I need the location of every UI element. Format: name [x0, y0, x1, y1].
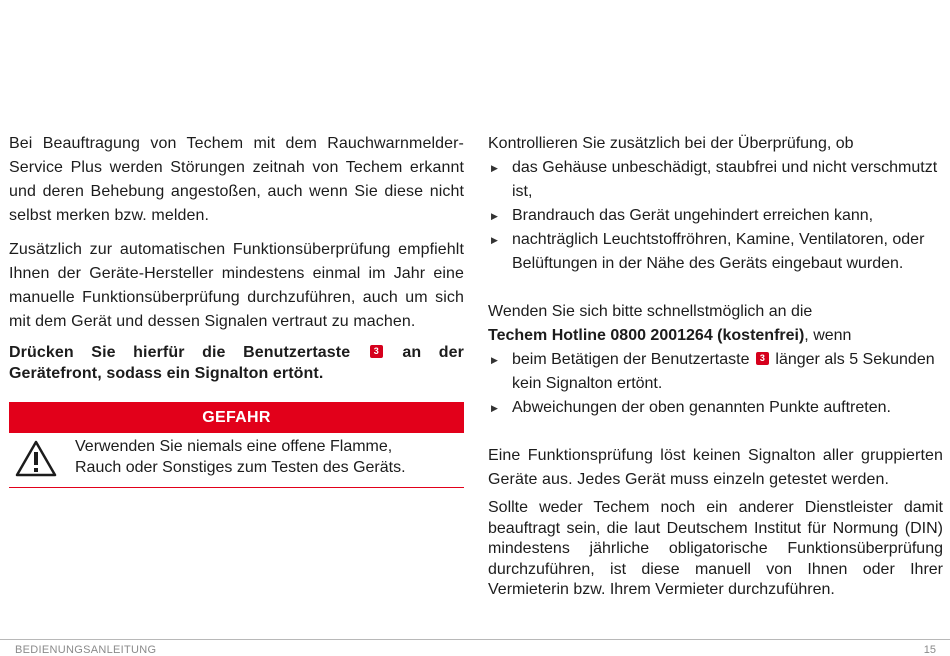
warning-triangle-icon — [15, 440, 57, 478]
footer-title: BEDIENUNGSANLEITUNG — [15, 644, 157, 656]
bullet-icon: ▶ — [491, 403, 498, 413]
check-section — [488, 132, 943, 276]
bullet-icon: ▶ — [491, 163, 498, 173]
bullet-icon: ▶ — [491, 235, 498, 245]
footer-divider — [0, 639, 950, 640]
check-intro: Kontrollieren Sie zusätzlich bei der Überprüfung, ob — [488, 135, 854, 152]
list-item: ▶ beim Betätigen der Benutzertaste 3 länger als 5 Sekunden kein Signalton ertönt. — [488, 348, 943, 396]
paragraph-din: Sollte weder Techem noch ein anderer Dienstleister damit beauftragt sein, die laut Deutschem Institut für Normung (DIN) mindestens jährliche obligatorische Funktionsüberprüfung durchzuführen, ist diese manuell von Ihnen oder Ihrer Vermieterin bzw. Ihrem Vermieter durchzuführen. — [488, 499, 943, 598]
paragraph-service-plus: Bei Beauftragung von Techem mit dem Rauchwarnmelder-Service Plus werden Störungen zeitnah von Techem erkannt und deren Behebung angestoßen, auch wenn Sie diese nicht selbst merken bzw. melden. — [9, 135, 464, 224]
danger-text-line-2: Rauch oder Sonstiges zum Testen des Geräts. — [75, 459, 406, 476]
hotline-line: Techem Hotline 0800 2001264 (kostenfrei), wenn — [488, 327, 852, 344]
button-number-badge: 3 — [756, 352, 769, 365]
hotline-number: Techem Hotline 0800 2001264 (kostenfrei) — [488, 327, 805, 344]
check-list — [488, 156, 943, 276]
page-number: 15 — [923, 644, 936, 656]
bullet-icon: ▶ — [491, 355, 498, 365]
button-number-badge: 3 — [370, 345, 383, 358]
press-button-text: Drücken Sie hierfür die Benutzertaste — [9, 344, 351, 361]
contact-section — [488, 300, 943, 420]
press-button-text-end: an der Gerätefront, sodass ein Signalton ertönt. — [9, 344, 464, 382]
paragraph-manual-check: Zusätzlich zur automatischen Funktionsüberprüfung empfiehlt Ihnen der Geräte-Hersteller mindestens einmal im Jahr eine manuelle Funktionsüberprüfung durchzuführen, auch um sich mit dem Gerät und dessen Signalen vertraut zu machen. — [9, 241, 464, 330]
contact-intro: Wenden Sie sich bitte schnellstmöglich an die — [488, 303, 813, 320]
paragraph-press-button — [9, 342, 464, 384]
danger-text-line-1: Verwenden Sie niemals eine offene Flamme, — [75, 438, 393, 455]
paragraph-group-test: Eine Funktionsprüfung löst keinen Signalton aller gruppierten Geräte aus. Jedes Gerät muss einzeln getestet werden. — [488, 447, 943, 488]
list-item: ▶ das Gehäuse unbeschädigt, staubfrei und nicht verschmutzt ist, — [488, 156, 943, 204]
danger-text — [75, 436, 406, 478]
right-column — [488, 132, 943, 601]
group-note — [488, 444, 943, 492]
list-item: ▶ nachträglich Leuchtstoffröhren, Kamine, Ventilatoren, oder Belüftungen in der Nähe des Geräts eingebaut wurden. — [488, 228, 943, 276]
danger-title: GEFAHR — [9, 402, 464, 433]
contact-list — [488, 348, 943, 420]
bullet-icon: ▶ — [491, 211, 498, 221]
list-item: ▶ Abweichungen der oben genannten Punkte auftreten. — [488, 396, 943, 420]
left-column — [9, 132, 464, 488]
danger-box — [9, 402, 464, 488]
list-item: ▶ Brandrauch das Gerät ungehindert erreichen kann, — [488, 204, 943, 228]
danger-body — [9, 433, 464, 488]
